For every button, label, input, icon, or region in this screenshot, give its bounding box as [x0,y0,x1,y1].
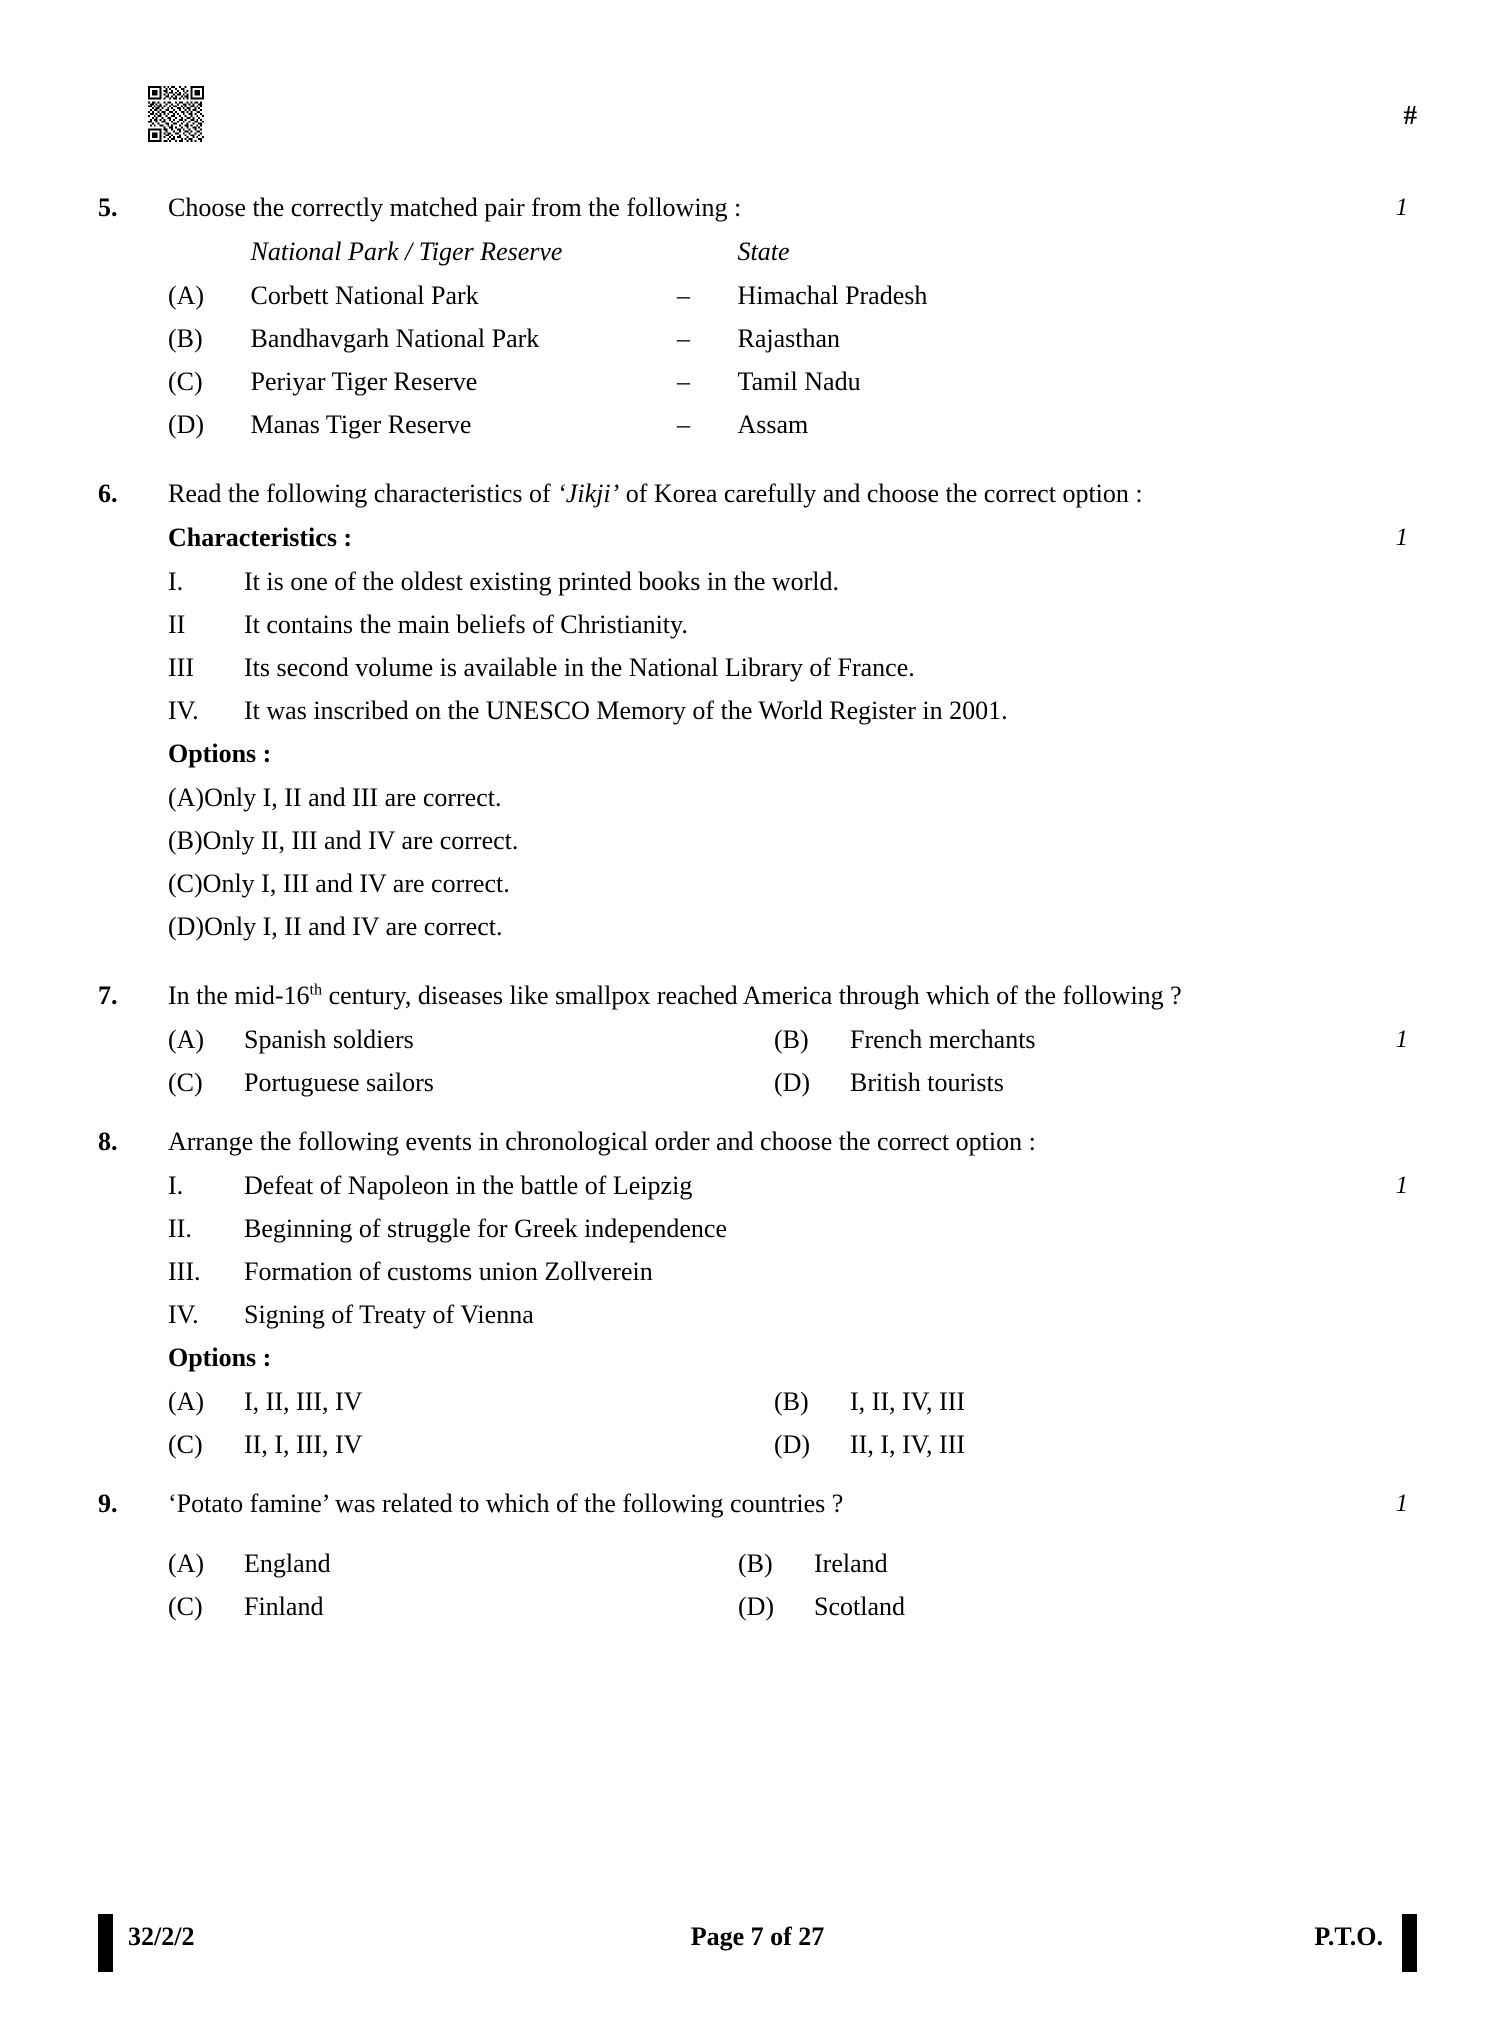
stem-part-2: century, diseases like smallpox reached America through which of the following ? [322,981,1182,1010]
question-9 [98,1482,1408,1526]
option-b[interactable] [168,819,1408,862]
question-number: 5. [98,193,118,222]
option-text: Portuguese sailors [244,1068,434,1097]
question-stem: Arrange the following events in chronological order and choose the correct option : [168,1127,1036,1156]
roman-numeral: III [168,653,194,682]
option-label: (C) [168,1068,203,1097]
option-right-value: Rajasthan [737,324,841,353]
option-label: (A) [168,1025,205,1054]
option-label: (B) [738,1549,773,1578]
stem-jikji-italic: ‘Jikji’ [557,479,620,508]
option-label: (C) [168,1430,203,1459]
roman-numeral: II [168,610,186,639]
characteristic-item-1 [168,560,1408,603]
q8-options-row-2 [168,1423,1408,1466]
characteristic-text: It was inscribed on the UNESCO Memory of the World Register in 2001. [244,696,1008,725]
option-b[interactable] [738,1542,1344,1585]
option-d[interactable] [168,905,1408,948]
event-item-1 [168,1164,1408,1207]
option-label: (D) [168,410,205,439]
option-row-c[interactable] [168,360,1408,403]
options-label: Options : [168,1343,272,1372]
roman-numeral: IV. [168,1300,199,1329]
stem-part-1: In the mid-16 [168,981,310,1010]
question-marks: 1 [1395,1490,1408,1517]
q7-options-row-2 [168,1061,1408,1104]
paper-code: 32/2/2 [128,1922,195,1951]
pair-header-left: National Park / Tiger Reserve [250,237,563,266]
option-label: (A) [168,281,205,310]
q8-options-row-1 [168,1380,1408,1423]
option-a[interactable] [168,1542,738,1585]
option-label: (B) [168,826,203,855]
option-label: (B) [774,1025,809,1054]
question-stem [168,974,1288,1018]
event-text: Defeat of Napoleon in the battle of Leipzig [244,1171,693,1200]
roman-numeral: I. [168,1171,184,1200]
option-row-d[interactable] [168,403,1408,446]
option-c[interactable] [168,1585,738,1628]
qr-code-icon [148,86,204,142]
option-label: (A) [168,1549,205,1578]
option-label: (D) [774,1068,811,1097]
event-item-2 [168,1207,1408,1250]
pto-label: P.T.O. [1314,1922,1383,1951]
option-label: (B) [774,1387,809,1416]
option-label: (B) [168,324,203,353]
question-number: 8. [98,1127,118,1156]
option-b[interactable] [774,1380,1380,1423]
question-6 [98,472,1408,551]
option-right-value: Assam [737,410,809,439]
option-row-b[interactable] [168,317,1408,360]
characteristic-text: It contains the main beliefs of Christianity. [244,610,688,639]
option-dash: – [677,324,690,353]
option-text: Only I, II and IV are correct. [204,912,503,941]
page-number: Page 7 of 27 [690,1922,825,1951]
option-text: I, II, IV, III [850,1387,966,1416]
option-dash: – [677,367,690,396]
option-c[interactable] [168,1061,774,1104]
option-text: Only II, III and IV are correct. [202,826,519,855]
footer-bar-right-decoration [1402,1914,1417,1972]
option-label: (D) [168,912,205,941]
question-marks: 1 [1395,194,1408,221]
question-number: 7. [98,981,118,1010]
question-stem [168,472,1288,516]
question-marks: 1 [1395,1172,1408,1199]
option-a[interactable] [168,1380,774,1423]
option-left-value: Bandhavgarh National Park [250,324,540,353]
option-a[interactable] [168,776,1408,819]
option-left-value: Manas Tiger Reserve [250,410,472,439]
option-text: Ireland [814,1549,888,1578]
question-marks: 1 [1395,1026,1408,1053]
question-5 [98,186,1408,230]
roman-numeral: I. [168,567,184,596]
characteristics-label: Characteristics : [168,523,353,552]
event-text: Formation of customs union Zollverein [244,1257,653,1286]
options-label: Options : [168,739,272,768]
q9-options-row-1 [168,1542,1408,1585]
option-d[interactable] [774,1423,1380,1466]
characteristic-text: It is one of the oldest existing printed books in the world. [244,567,840,596]
option-label: (C) [168,869,203,898]
option-label: (D) [738,1592,775,1621]
option-label: (A) [168,1387,205,1416]
page-header [0,86,1505,146]
q7-options-row-1 [168,1018,1408,1061]
option-left-value: Corbett National Park [250,281,479,310]
stem-part-1: Read the following characteristics of [168,479,558,508]
option-d[interactable] [738,1585,1344,1628]
option-text: Finland [244,1592,324,1621]
option-text: Scotland [814,1592,905,1621]
option-text: II, I, IV, III [850,1430,966,1459]
characteristic-text: Its second volume is available in the National Library of France. [244,653,915,682]
option-right-value: Tamil Nadu [737,367,861,396]
characteristic-item-4 [168,689,1408,732]
characteristic-item-3 [168,646,1408,689]
pair-header-right: State [737,237,790,266]
option-text: Only I, III and IV are correct. [202,869,510,898]
stem-superscript: th [309,981,323,999]
option-c[interactable] [168,862,1408,905]
option-c[interactable] [168,1423,774,1466]
option-b[interactable] [774,1018,1380,1061]
event-item-3 [168,1250,1408,1293]
question-marks: 1 [1395,524,1408,551]
option-d[interactable] [774,1061,1380,1104]
question-stem: ‘Potato famine’ was related to which of the following countries ? [168,1489,844,1518]
option-dash: – [677,281,690,310]
q9-options-row-2 [168,1585,1408,1628]
question-number: 9. [98,1489,118,1518]
option-label: (C) [168,367,203,396]
option-text: British tourists [850,1068,1004,1097]
option-row-a[interactable] [168,274,1408,317]
option-text: Only I, II and III are correct. [204,783,502,812]
hash-symbol: # [1403,100,1417,130]
option-text: French merchants [850,1025,1036,1054]
option-text: England [244,1549,331,1578]
option-dash: – [677,410,690,439]
roman-numeral: IV. [168,696,199,725]
stem-part-2: of Korea carefully and choose the correct option : [619,479,1143,508]
option-label: (A) [168,783,205,812]
question-stem: Choose the correctly matched pair from the following : [168,193,742,222]
option-text: Spanish soldiers [244,1025,414,1054]
option-right-value: Himachal Pradesh [737,281,928,310]
event-text: Beginning of struggle for Greek independence [244,1214,728,1243]
option-left-value: Periyar Tiger Reserve [250,367,478,396]
roman-numeral: II. [168,1214,192,1243]
option-label: (D) [774,1430,811,1459]
roman-numeral: III. [168,1257,201,1286]
event-item-4 [168,1293,1408,1336]
option-label: (C) [168,1592,203,1621]
event-text: Signing of Treaty of Vienna [244,1300,534,1329]
question-number: 6. [98,479,118,508]
option-text: I, II, III, IV [244,1387,363,1416]
characteristic-item-2 [168,603,1408,646]
option-text: II, I, III, IV [244,1430,363,1459]
pair-table-header [168,230,1408,274]
option-a[interactable] [168,1018,774,1061]
page-footer [98,1914,1417,1976]
questions-container [98,186,1408,1628]
